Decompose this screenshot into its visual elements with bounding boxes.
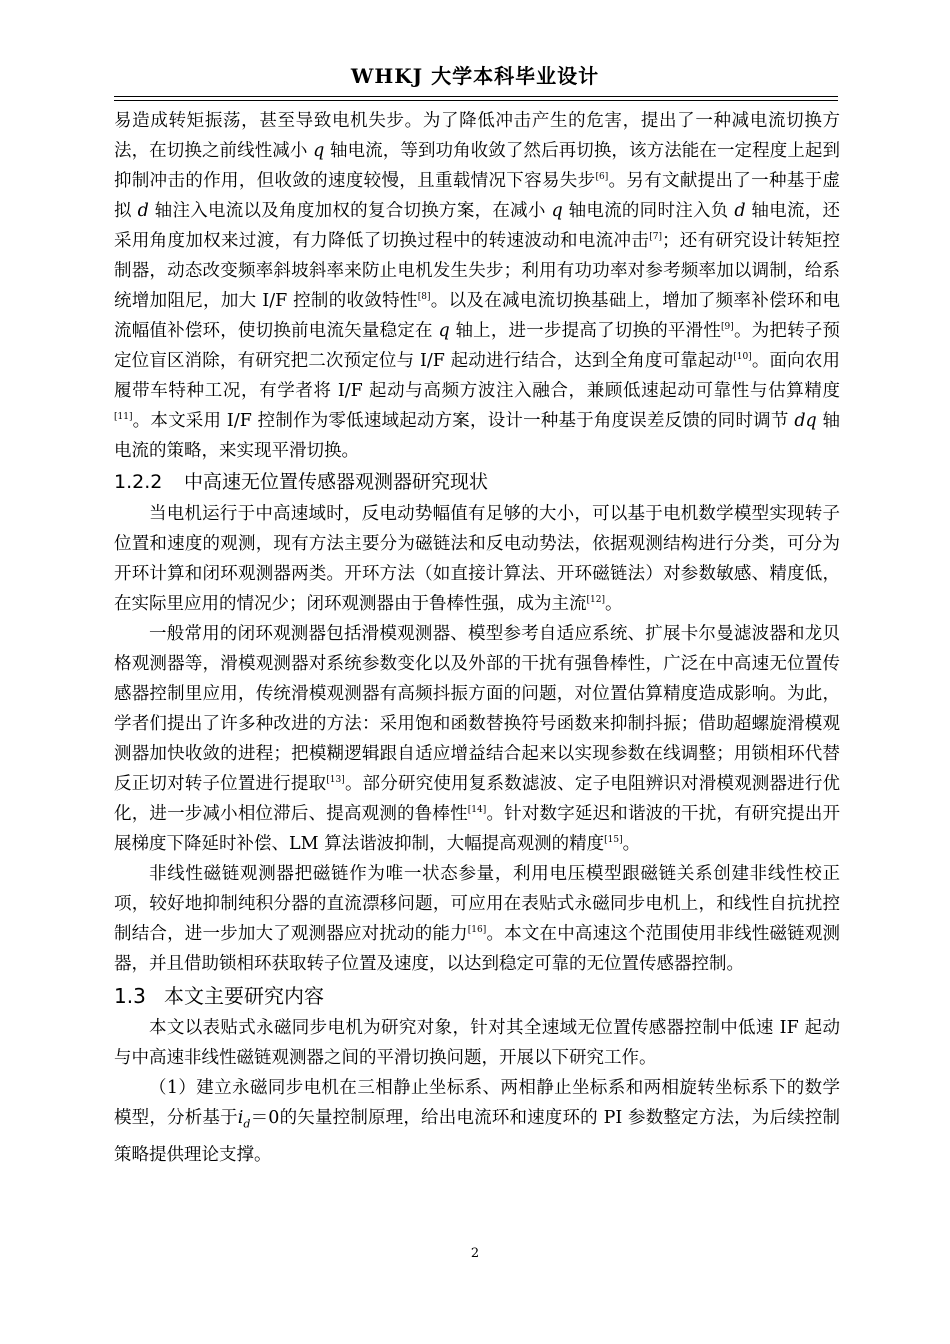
section-number: 1.3 xyxy=(114,984,146,1008)
page-number: 2 xyxy=(470,1246,480,1261)
header-rule-thick xyxy=(114,96,838,97)
citation: [12] xyxy=(586,595,605,605)
paragraph-observer-overview: 当电机运行于中高速域时，反电动势幅值有足够的大小，可以基于电机数学模型实现转子位置和速度的观测，现有方法主要分为磁链法和反电动势法，依据观测结构进行分类，可分为开环计算和闭环观测器两类。开环方法（如直接计算法、开环磁链法）对参数敏感、精度低，在实际里应用的情况少；闭环观测器由于鲁棒性强，成为主流[12]。 xyxy=(114,504,840,614)
paragraph-if-startup-switching: 易造成转矩振荡，甚至导致电机失步。为了降低冲击产生的危害，提出了一种减电流切换方法，在切换之前线性减小 q 轴电流，等到功角收敛了然后再切换，该方法能在一定程度上起到抑制冲击的作用，但收敛的速度较慢，且重载情况下容易失步[6]。另有文献提出了一种基于虚拟 d 轴注入电流以及角度加权的复合切换方案，在减小 q 轴电流的同时注入负 d 轴电流，还采用角度加权来过渡，有力降低了切换过程中的转速波动和电流冲击[7]；还有研究设计转矩控制器，动态改变频率斜坡斜率来防止电机发生失步；利用有功功率对参考频率加以调制，给系统增加阻尼，加大 I/F 控制的收敛特性[8]。以及在减电流切换基础上，增加了频率补偿环和电流幅值补偿环，使切换前电流矢量稳定在 q 轴上，进一步提高了切换的平滑性[9]。为把转子预定位盲区消除，有研究把二次预定位与 I/F 起动进行结合，达到全角度可靠起动[10]。面向农用履带车特种工况，有学者将 I/F 起动与高频方波注入融合，兼顾低速起动可靠性与估算精度[11]。本文采用 I/F 控制作为零低速域起动方案，设计一种基于角度误差反馈的同时调节 dq 轴电流的策略，来实现平滑切换。 xyxy=(114,111,841,461)
paragraph-sliding-mode-observer: 一般常用的闭环观测器包括滑模观测器、模型参考自适应系统、扩展卡尔曼滤波器和龙贝格观测器等，滑模观测器对系统参数变化以及外部的干扰有强鲁棒性，广泛在中高速无位置传感器控制里应用，传统滑模观测器有高频抖振方面的问题，对位置估算精度造成影响。为此，学者们提出了许多种改进的方法：采用饱和函数替换符号函数来抑制抖振；借助超螺旋滑模观测器加快收敛的进程；把模糊逻辑跟自适应增益结合起来以实现参数在线调整；用锁相环代替反正切对转子位置进行提取[13]。部分研究使用复系数滤波、定子电阻辨识对滑模观测器进行优化，进一步减小相位滞后、提高观测的鲁棒性[14]。针对数字延迟和谐波的干扰，有研究提出开展梯度下降延时补偿、LM 算法谐波抑制，大幅提高观测的精度[15]。 xyxy=(114,624,841,854)
citation: [11] xyxy=(114,412,133,422)
citation: [9] xyxy=(721,322,734,332)
paragraph-nonlinear-flux-observer: 非线性磁链观测器把磁链作为唯一状态参量，利用电压模型跟磁链关系创建非线性校正项，较好地抑制纯积分器的直流漂移问题，可应用在表贴式永磁同步电机上，和线性自抗扰控制结合，进一步加大了观测器应对扰动的能力[16]。本文在中高速这个范围使用非线性磁链观测器，并且借助锁相环获取转子位置及速度，以达到稳定可靠的无位置传感器控制。 xyxy=(114,864,841,974)
citation: [16] xyxy=(467,925,487,935)
section-heading-1-3 xyxy=(114,979,840,1013)
running-header: WHKJ 大学本科毕业设计 xyxy=(350,64,600,88)
citation: [13] xyxy=(326,775,345,785)
citation: [6] xyxy=(595,172,609,182)
citation: [15] xyxy=(604,835,623,845)
section-title: 中高速无位置传感器观测器研究现状 xyxy=(184,471,489,493)
paragraph-research-intro: 本文以表贴式永磁同步电机为研究对象，针对其全速域无位置传感器控制中低速 IF 起动与中高速非线性磁链观测器之间的平滑切换问题，开展以下研究工作。 xyxy=(114,1018,840,1068)
formula-id-equals-zero: $i_d=0$ xyxy=(237,1108,280,1131)
section-number: 1.2.2 xyxy=(114,471,163,493)
citation: [10] xyxy=(733,352,752,362)
paragraph-research-item-1: （1）建立永磁同步电机在三相静止坐标系、两相静止坐标系和两相旋转坐标系下的数学模型，分析基于$i_d=0$的矢量控制原理，给出电流环和速度环的 PI 参数整定方法，为后续控制策略提供理论支撑。 xyxy=(114,1078,841,1165)
citation: [14] xyxy=(467,805,487,815)
header-rule-thin xyxy=(114,100,838,101)
section-title: 本文主要研究内容 xyxy=(164,984,324,1008)
body-content xyxy=(114,106,840,1170)
citation: [8] xyxy=(417,292,431,302)
citation: [7] xyxy=(649,232,662,242)
section-heading-1-2-2 xyxy=(114,466,840,499)
